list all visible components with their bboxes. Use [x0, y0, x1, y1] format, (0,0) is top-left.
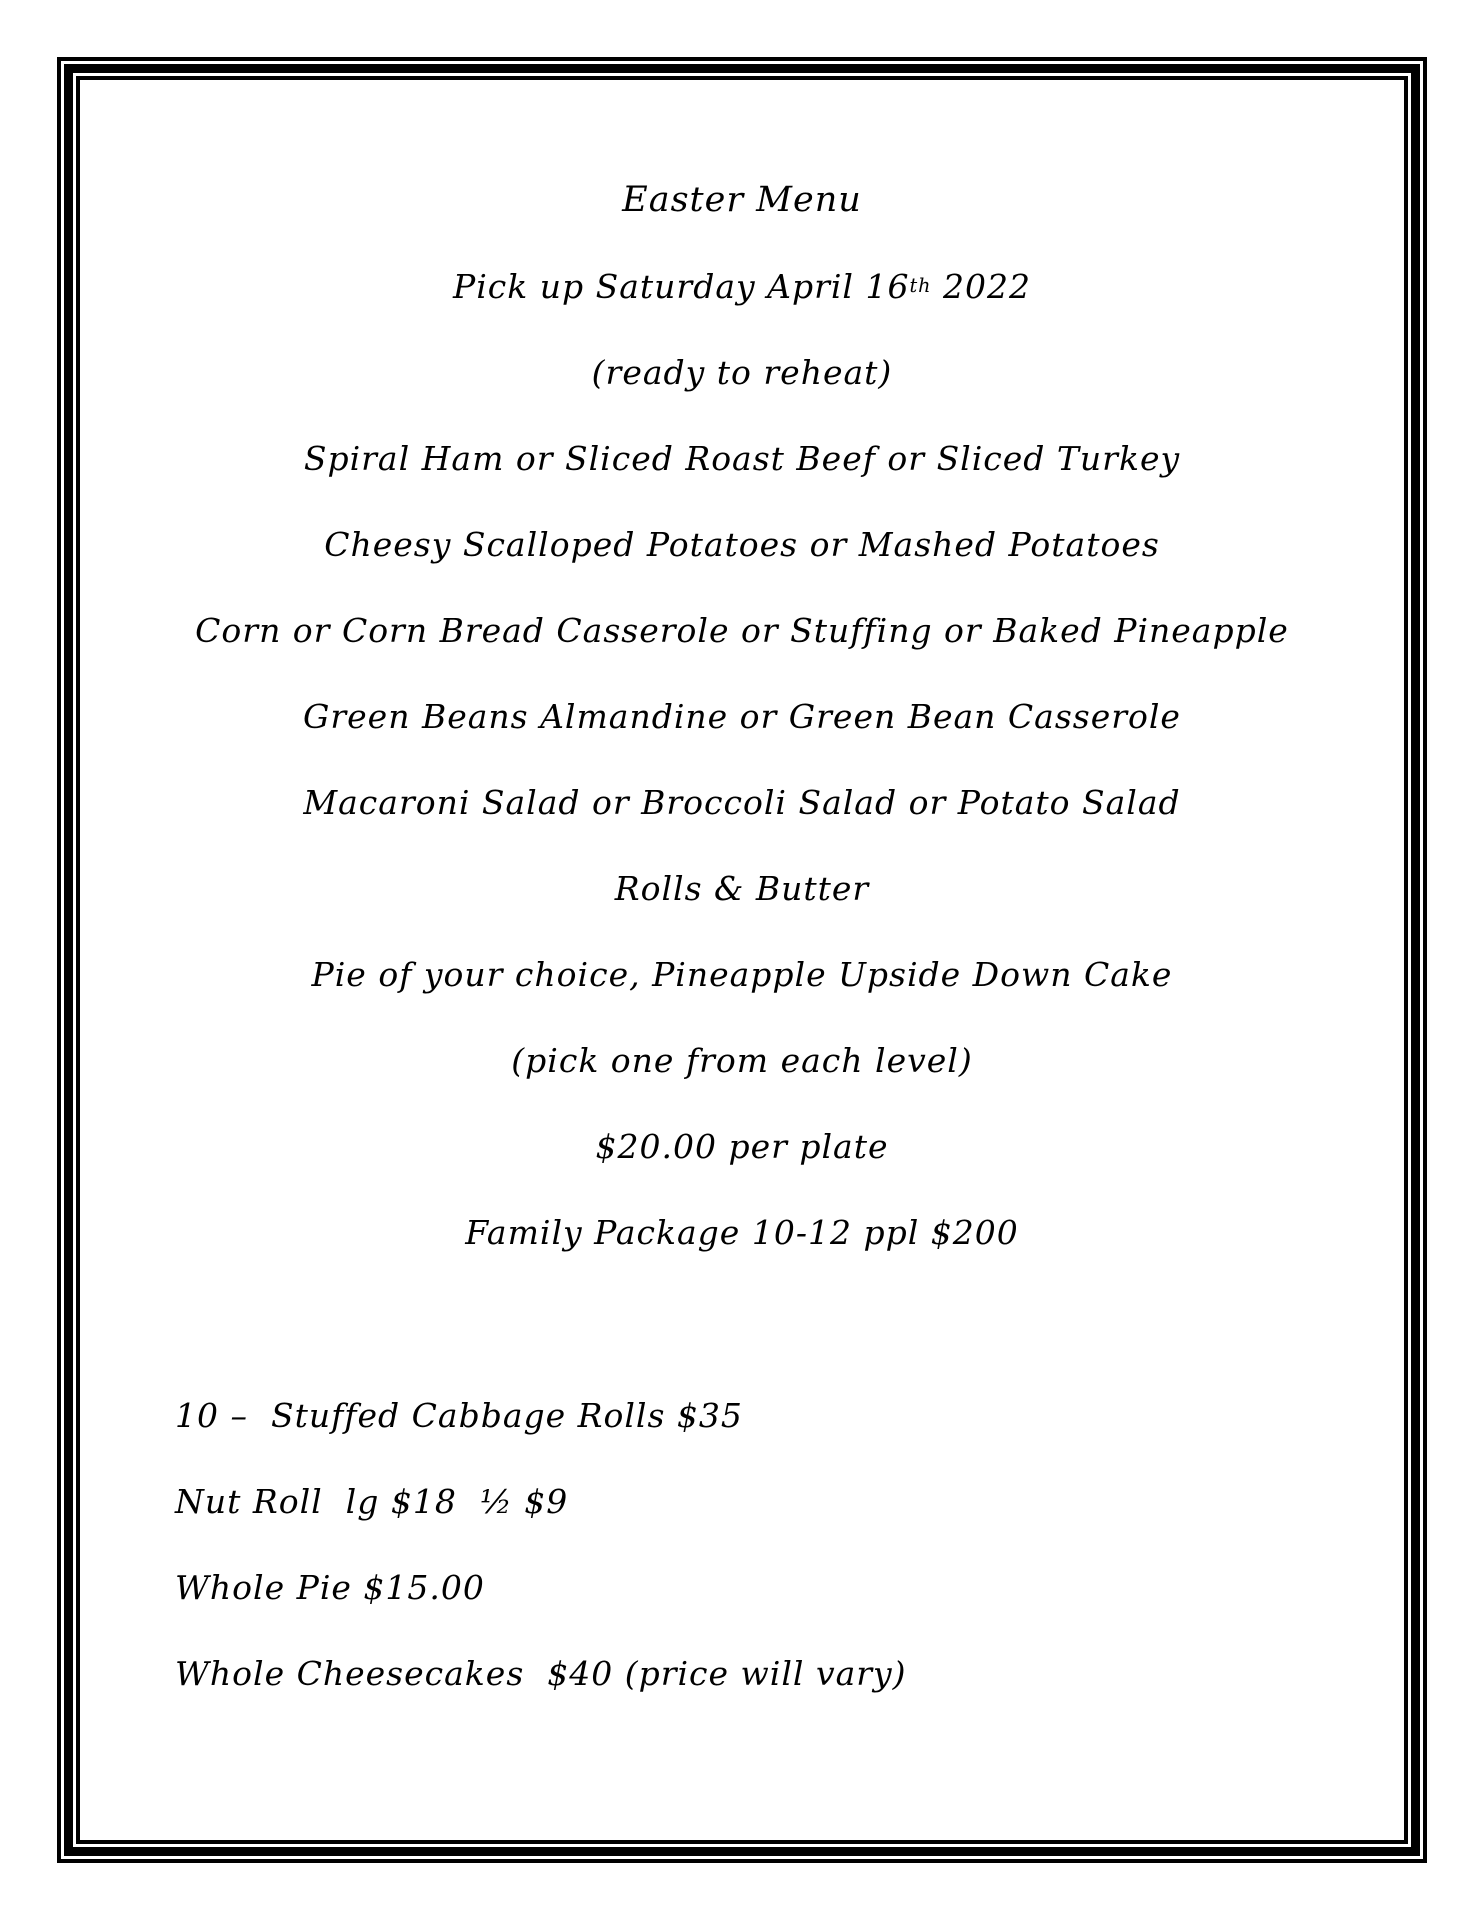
menu-line-salads: Macaroni Salad or Broccoli Salad or Potato Salad: [303, 782, 1181, 822]
extras-section: [175, 1372, 1384, 1716]
extra-item-whole-pie: Whole Pie $15.00: [175, 1567, 485, 1607]
pickup-date-suffix: 2022: [931, 266, 1031, 306]
family-package-price: Family Package 10-12 ppl $200: [465, 1212, 1019, 1252]
menu-line-desserts: Pie of your choice, Pineapple Upside Down Cake: [311, 954, 1173, 994]
menu-title: Easter Menu: [622, 180, 862, 220]
pickup-date-line: Pick up Saturday April 16 th 2022: [453, 266, 1031, 306]
menu-line-meats: Spiral Ham or Sliced Roast Beef or Sliced Turkey: [303, 438, 1181, 478]
menu-line-corn-stuffing: Corn or Corn Bread Casserole or Stuffing or Baked Pineapple: [195, 610, 1289, 650]
reheat-note: (ready to reheat): [591, 352, 893, 392]
menu-line-rolls-butter: Rolls & Butter: [614, 868, 870, 908]
menu-body: [175, 157, 1309, 1275]
menu-line-green-beans: Green Beans Almandine or Green Bean Casserole: [303, 696, 1181, 736]
pickup-date-prefix: Pick up Saturday April 16: [453, 266, 910, 306]
extra-item-nut-roll: Nut Roll lg $18 ½ $9: [175, 1481, 569, 1521]
price-per-plate: $20.00 per plate: [595, 1126, 889, 1166]
extra-item-cabbage-rolls: 10 – Stuffed Cabbage Rolls $35: [175, 1395, 743, 1435]
extra-item-cheesecakes: Whole Cheesecakes $40 (price will vary): [175, 1653, 907, 1693]
pick-instructions: (pick one from each level): [511, 1040, 973, 1080]
menu-line-potatoes: Cheesy Scalloped Potatoes or Mashed Potatoes: [324, 524, 1160, 564]
